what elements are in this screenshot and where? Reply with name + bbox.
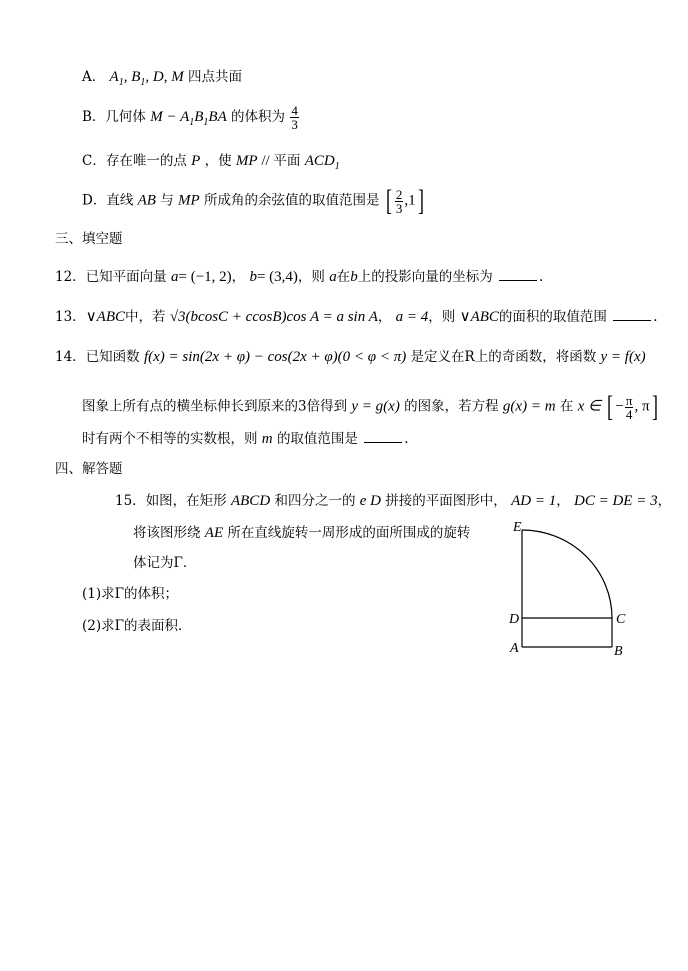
question-13: 13．∨ABC中，若 √3(bcosC + ccosB)cos A = a sin A， a = 4，则 ∨ABC的面积的取值范围 .	[55, 309, 658, 325]
section-answer: 四、解答题	[55, 461, 123, 477]
geometry-figure	[500, 515, 640, 660]
answer-blank[interactable]	[499, 269, 537, 281]
label-d: D	[509, 612, 520, 627]
question-12: 12．已知平面向量 a= (−1, 2)， b= (3,4)，则 a在b上的投影向量的坐标为 .	[55, 269, 544, 285]
question-14-line-3: 时有两个不相等的实数根，则 m 的取值范围是 .	[82, 431, 409, 447]
answer-blank[interactable]	[364, 431, 402, 443]
label-a: A	[510, 641, 519, 656]
question-14-line-1: 14．已知函数 f(x) = sin(2x + φ) − cos(2x + φ)(0 < φ < π) 是定义在R上的奇函数，将函数 y = f(x)	[55, 349, 646, 365]
question-14-line-2: 图象上所有点的横坐标伸长到原来的3倍得到 y = g(x) 的图象，若方程 g(x) = m 在 x ∈ [ − $\frac{\pi}{4}$ , π]	[82, 390, 658, 423]
option-b: B．几何体 $M - A_1B_1BA$ 的体积为 $\frac{4}{3}$	[82, 103, 298, 132]
quarter-arc	[522, 530, 612, 618]
label-b: B	[614, 644, 623, 659]
option-c: C．存在唯一的点 P ，使 MP // 平面 $ACD_1$	[82, 153, 340, 172]
section-fill-in: 三、填空题	[55, 231, 123, 247]
option-d: D．直线 AB 与 MP 所成角的余弦值的取值范围是 [ $\frac{2}{3}$ ,1]	[82, 184, 424, 217]
question-15-part-2: (2)求Γ的表面积．	[82, 618, 192, 634]
label-e: E	[513, 520, 522, 535]
question-15-line-1: 15．如图，在矩形 ABCD 和四分之一的 e D 拼接的平面图形中， AD = 1， DC = DE = 3，	[115, 493, 672, 509]
question-15-part-1: (1)求Γ的体积；	[82, 586, 178, 602]
question-15-line-3: 体记为Γ．	[133, 555, 197, 571]
fraction: $\frac{4}{3}$	[291, 103, 298, 132]
label-c: C	[616, 612, 626, 627]
answer-blank[interactable]	[613, 309, 651, 321]
option-a: A． $A_1$, $B_1$, D, M 四点共面	[82, 69, 243, 88]
question-15-line-2: 将该图形绕 AE 所在直线旋转一周形成的面所围成的旋转	[133, 525, 471, 541]
